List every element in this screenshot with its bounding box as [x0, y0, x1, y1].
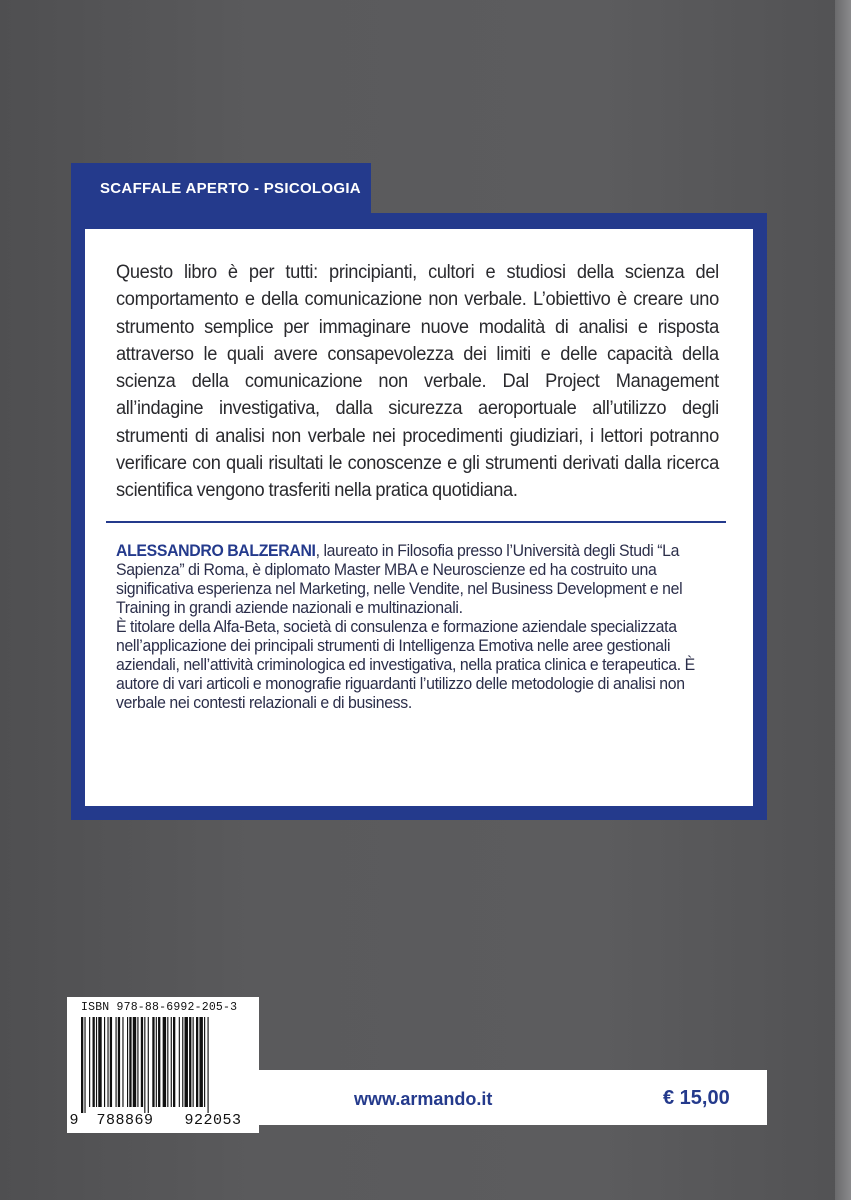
series-label: [71, 163, 371, 213]
barcode-bar: [196, 1017, 198, 1107]
barcode-bar: [208, 1017, 209, 1113]
barcode-box: [67, 997, 259, 1133]
barcode-bar: [204, 1017, 205, 1107]
barcode-bar: [173, 1017, 175, 1107]
barcode-bar: [116, 1017, 117, 1107]
barcode-bar: [133, 1017, 136, 1107]
barcode-digits-group1: 788869: [96, 1112, 154, 1129]
barcode-bar: [96, 1017, 97, 1107]
barcode-bar: [122, 1017, 123, 1107]
barcode-bar: [199, 1017, 202, 1107]
barcode-bar: [110, 1017, 112, 1107]
barcode-bar: [107, 1017, 108, 1107]
barcode-bar: [185, 1017, 188, 1107]
barcode-digit-first: 9: [69, 1112, 79, 1129]
barcode-bar: [167, 1017, 168, 1107]
barcode-bar: [171, 1017, 172, 1107]
barcode-digits: [67, 1112, 259, 1129]
barcode-bar: [182, 1017, 183, 1107]
book-price: € 15,00: [663, 1087, 730, 1109]
author-bio-text-1: , laureato in Filosofia presso l’Università degli Studi “La Sapienza” di Roma, è diplomato Master MBA e Neuroscienze ed ha costruito una significativa esperienza nel Marketing, nelle Vendite, nel Business Development e nel Training in grandi aziende nazionali e multinazionali.: [116, 540, 683, 617]
description-frame: [71, 213, 767, 820]
author-bio: [116, 541, 730, 712]
barcode-bar: [156, 1017, 157, 1107]
barcode-bar: [179, 1017, 180, 1107]
cover-edge: [835, 0, 851, 1200]
barcode-bar: [104, 1017, 105, 1107]
barcode-bar: [141, 1017, 143, 1107]
barcode-digits-group2: 922053: [184, 1112, 242, 1129]
description-panel: [85, 229, 753, 806]
barcode-bar: [152, 1017, 154, 1107]
series-label-text: SCAFFALE APERTO - PSICOLOGIA: [100, 179, 361, 197]
barcode-bar: [84, 1017, 85, 1113]
barcode-bar: [89, 1017, 90, 1107]
isbn-label: ISBN 978-88-6992-205-3: [81, 1001, 238, 1014]
author-name: ALESSANDRO BALZERANI: [116, 540, 316, 560]
barcode-bar: [118, 1017, 120, 1107]
barcode-bar: [189, 1017, 191, 1107]
barcode-bar: [144, 1017, 145, 1113]
barcode-image: [81, 1017, 247, 1113]
publisher-website[interactable]: www.armando.it: [354, 1089, 493, 1109]
barcode-bar: [98, 1017, 101, 1107]
book-description: Questo libro è per tutti: principianti, cultori e studiosi della scienza del comportamento e della comunicazione non verbale. L’obiettivo è creare uno strumento semplice per immaginare nuove modalità di analisi e risposta attraverso le quali avere consapevolezza dei limiti e delle capacità della scienza della comunicazione non verbale. Dal Project Management all’indagine investigativa, dalla sicurezza aeroportuale all’utilizzo degli strumenti di analisi non verbale nei procedimenti giudiziari, i lettori potranno verificare con quali risultati le conoscenze e gli strumenti derivati dalla ricerca scientifica vengono trasferiti nella pratica quotidiana.: [116, 262, 719, 502]
section-divider: [106, 521, 726, 523]
barcode-bar: [127, 1017, 128, 1107]
author-bio-text-2: È titolare della Alfa-Beta, società di consulenza e formazione aziendale specializzata nell’applicazione dei principali strumenti di Intelligenza Emotiva nelle aree gestionali aziendali, nell’attività criminologica ed investigativa, nella pratica clinica e terapeutica. È autore di vari articoli e monografie riguardanti l’utilizzo delle metodologie di analisi non verbale nei contesti relazionali e di business.: [116, 616, 695, 712]
barcode-bar: [148, 1017, 149, 1113]
barcode-bar: [81, 1017, 83, 1113]
barcode-bar: [163, 1017, 166, 1107]
barcode-bar: [93, 1017, 95, 1107]
barcode-bar: [129, 1017, 131, 1107]
barcode-bar: [137, 1017, 138, 1107]
barcode-bar: [193, 1017, 194, 1107]
barcode-bar: [158, 1017, 160, 1107]
